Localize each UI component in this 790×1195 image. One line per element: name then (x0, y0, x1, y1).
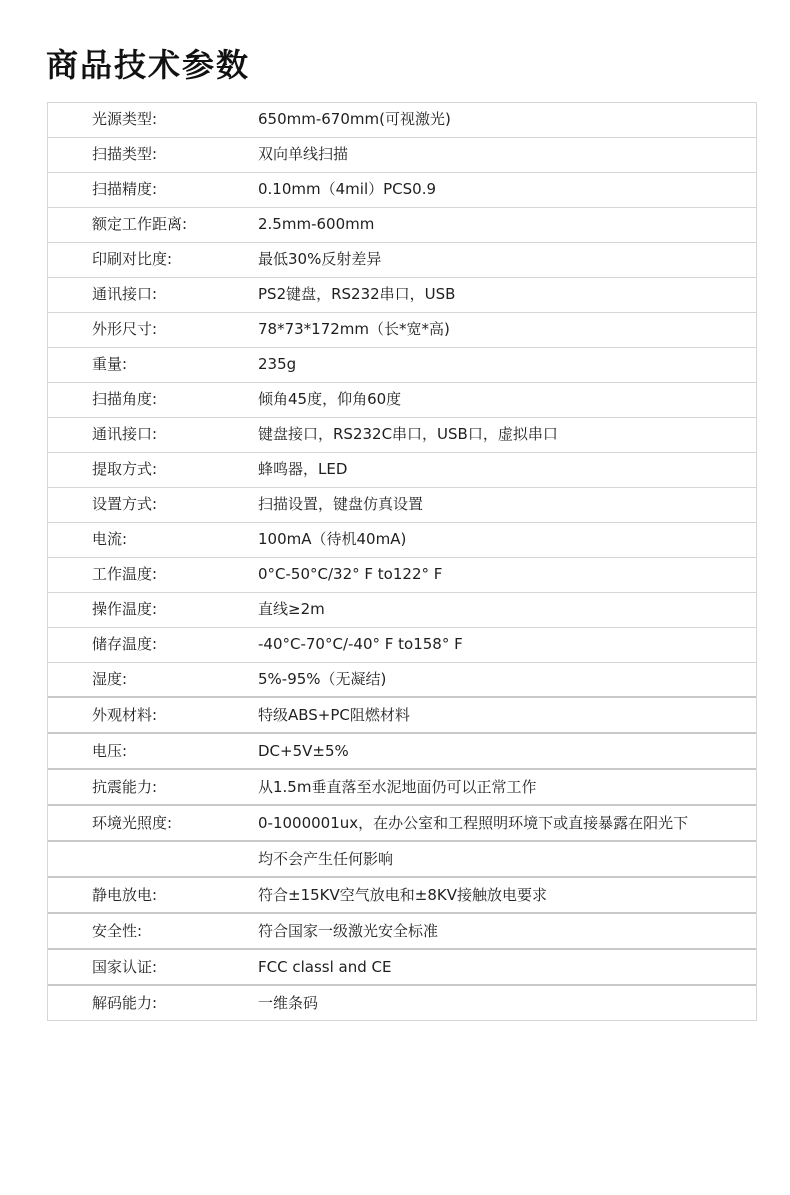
spec-label: 扫描精度: (92, 180, 158, 199)
spec-label: 电流: (92, 530, 128, 549)
spec-value: 0°C-50°C/32° F to122° F (258, 565, 443, 584)
table-row (48, 278, 756, 313)
spec-value: 2.5mm-600mm (258, 215, 375, 234)
spec-label: 环境光照度: (92, 813, 173, 832)
table-row (48, 243, 756, 278)
table-row (48, 488, 756, 523)
table-row (48, 523, 756, 558)
table-row (48, 173, 756, 208)
table-row (48, 734, 756, 770)
table-row (48, 348, 756, 383)
spec-value: 扫描设置，键盘仿真设置 (258, 495, 424, 514)
spec-value: 倾角45度，仰角60度 (258, 390, 402, 409)
spec-value: 最低30%反射差异 (258, 250, 382, 269)
spec-table (47, 102, 757, 1021)
table-row (48, 453, 756, 488)
spec-value: 650mm-670mm(可视激光) (258, 110, 451, 129)
spec-value: 0-1000001ux，在办公室和工程照明环境下或直接暴露在阳光下 (258, 813, 689, 832)
table-row (48, 842, 756, 878)
spec-value: 78*73*172mm（长*宽*高) (258, 320, 450, 339)
table-row (48, 628, 756, 663)
table-row (48, 698, 756, 734)
table-row (48, 770, 756, 806)
spec-label: 通讯接口: (92, 425, 158, 444)
table-row (48, 806, 756, 842)
table-row (48, 950, 756, 986)
table-row (48, 986, 756, 1020)
spec-value: 均不会产生任何影响 (258, 849, 394, 868)
table-row (48, 138, 756, 173)
spec-value: 直线≥2m (258, 600, 325, 619)
table-row (48, 208, 756, 243)
spec-label: 扫描角度: (92, 390, 158, 409)
spec-label: 重量: (92, 355, 128, 374)
spec-label: 工作温度: (92, 565, 158, 584)
spec-value: 0.10mm（4mil）PCS0.9 (258, 180, 437, 199)
spec-value: 符合±15KV空气放电和±8KV接触放电要求 (258, 885, 547, 904)
spec-value: 100mA（待机40mA) (258, 530, 407, 549)
spec-value: 双向单线扫描 (258, 145, 349, 164)
spec-label: 额定工作距离: (92, 215, 188, 234)
spec-label: 操作温度: (92, 600, 158, 619)
table-row (48, 663, 756, 699)
table-row (48, 313, 756, 348)
spec-value: FCC classl and CE (258, 957, 392, 976)
spec-value: -40°C-70°C/-40° F to158° F (258, 635, 463, 654)
spec-label: 解码能力: (92, 993, 158, 1012)
table-row (48, 558, 756, 593)
spec-value: 蜂鸣器，LED (258, 460, 348, 479)
spec-value: 一维条码 (258, 993, 319, 1012)
spec-label: 印刷对比度: (92, 250, 173, 269)
spec-label: 提取方式: (92, 460, 158, 479)
spec-value: 从1.5m垂直落至水泥地面仍可以正常工作 (258, 777, 537, 796)
spec-value: 5%-95%（无凝结) (258, 669, 387, 688)
page-title: 商品技术参数 (46, 46, 251, 84)
spec-value: 235g (258, 355, 297, 374)
spec-label: 储存温度: (92, 635, 158, 654)
spec-label: 静电放电: (92, 885, 158, 904)
spec-value: 特级ABS+PC阻燃材料 (258, 705, 410, 724)
table-row (48, 878, 756, 914)
spec-label: 外观材料: (92, 705, 158, 724)
spec-value: 键盘接口，RS232C串口，USB口，虚拟串口 (258, 425, 558, 444)
spec-label: 抗震能力: (92, 777, 158, 796)
spec-value: 符合国家一级激光安全标准 (258, 921, 439, 940)
spec-label: 外形尺寸: (92, 320, 158, 339)
spec-label: 安全性: (92, 921, 143, 940)
spec-label: 光源类型: (92, 110, 158, 129)
spec-value: PS2键盘，RS232串口，USB (258, 285, 456, 304)
table-row (48, 593, 756, 628)
spec-label: 设置方式: (92, 495, 158, 514)
spec-label: 湿度: (92, 669, 128, 688)
table-row (48, 418, 756, 453)
table-row (48, 103, 756, 138)
spec-label: 扫描类型: (92, 145, 158, 164)
spec-value: DC+5V±5% (258, 741, 349, 760)
spec-label: 电压: (92, 741, 128, 760)
spec-label: 国家认证: (92, 957, 158, 976)
table-row (48, 914, 756, 950)
spec-label: 通讯接口: (92, 285, 158, 304)
table-row (48, 383, 756, 418)
